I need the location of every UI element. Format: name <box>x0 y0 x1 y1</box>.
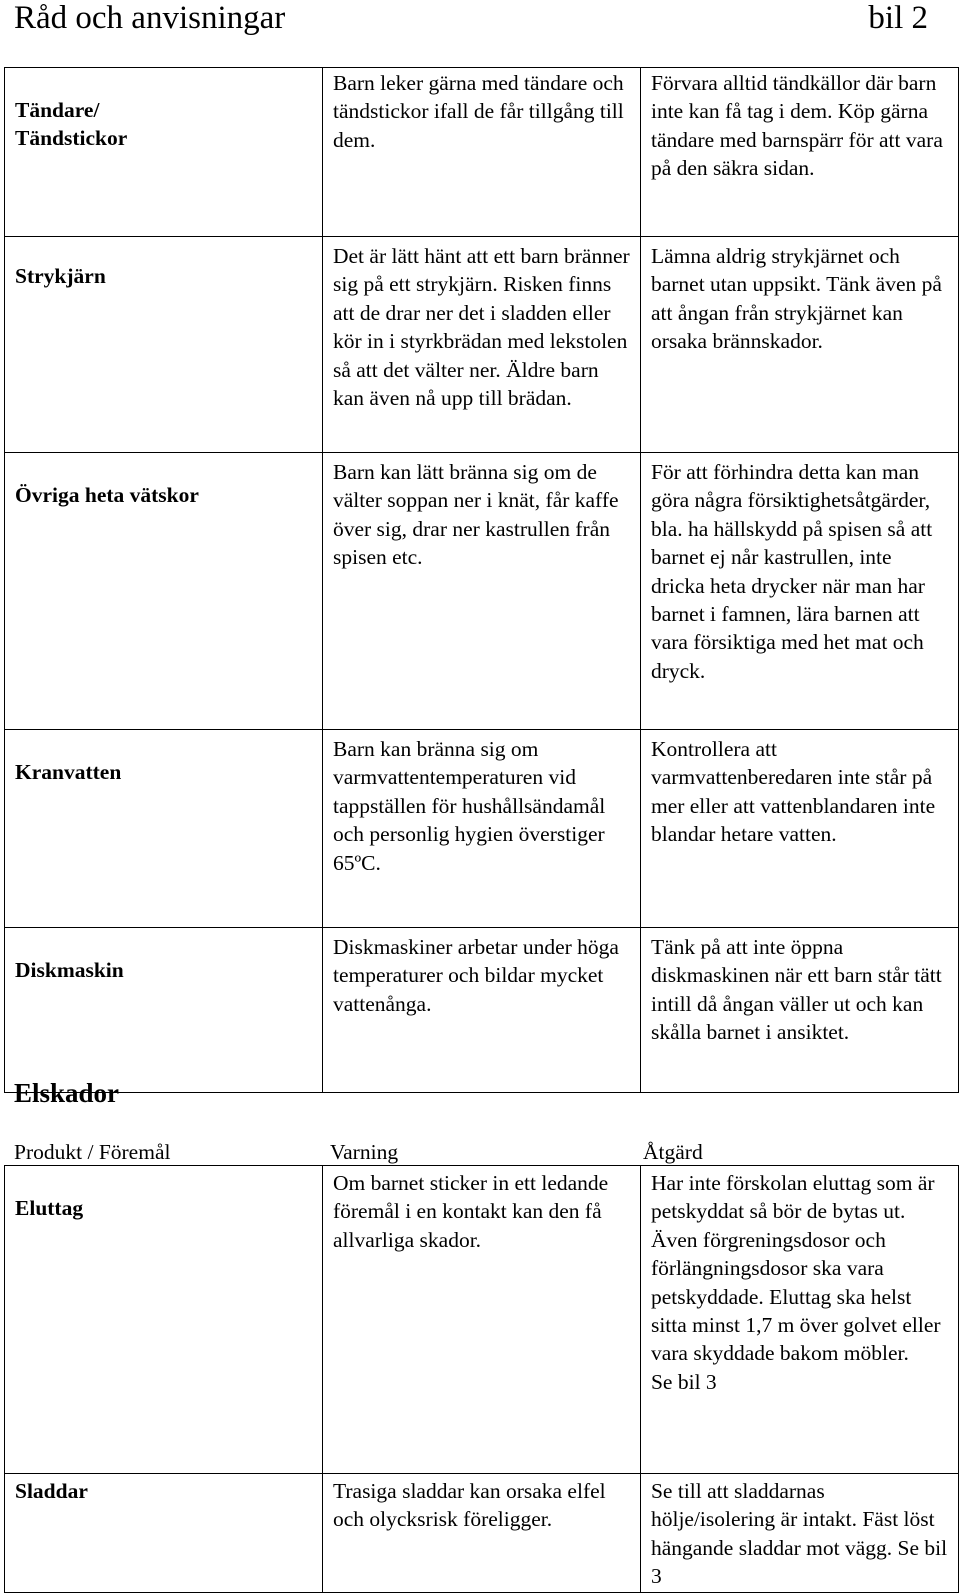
row-label: Tändare/ Tändstickor <box>5 68 323 237</box>
table-row <box>5 237 959 453</box>
row-action-reference: Se bil 3 <box>650 1369 717 1394</box>
table-row <box>5 1474 959 1593</box>
table-row <box>5 68 959 237</box>
annex-label: bil 2 <box>868 0 928 36</box>
page-title: Råd och anvisningar <box>14 0 286 36</box>
section-title: Elskador <box>14 1078 120 1108</box>
row-warning: Barn kan bränna sig om varmvattentemperaturen vid tappställen för hushållsändamål och personlig hygien överstiger 65ºC. <box>322 730 640 928</box>
electrical-hazard-table <box>4 1165 959 1593</box>
row-label: Övriga heta vätskor <box>5 453 323 730</box>
row-action: För att förhindra detta kan man göra några försiktighetsåtgärder, bla. ha hällskydd på spisen så att barnet ej når kastrullen, inte dricka heta drycker när man har barnet i famnen, lära barnen att vara försiktiga med het mat och dryck. <box>640 453 958 730</box>
row-warning: Barn leker gärna med tändare och tändstickor ifall de får tillgång till dem. <box>322 68 640 237</box>
row-label: Diskmaskin <box>5 928 323 1093</box>
row-action: Kontrollera att varmvattenberedaren inte står på mer eller att vattenblandaren inte blandar hetare vatten. <box>640 730 958 928</box>
row-action-text: Har inte förskolan eluttag som är petskyddat så bör de bytas ut. Även förgreningsdosor och förlängningsdosor ska vara petskyddade. Eluttag ska helst sitta minst 1,7 m över golvet eller vara skyddade bakom möbler. <box>650 1171 941 1366</box>
heat-hazard-table <box>4 67 959 1093</box>
column-header-product: Produkt / Föremål <box>14 1140 171 1164</box>
row-warning: Det är lätt hänt att ett barn bränner sig på ett strykjärn. Risken finns att de drar ner det i sladden eller kör in i styrkbrädan med lekstolen så att det välter ner. Äldre barn kan även nå upp till brädan. <box>322 237 640 453</box>
row-warning: Diskmaskiner arbetar under höga temperaturer och bildar mycket vattenånga. <box>322 928 640 1093</box>
row-label: Kranvatten <box>5 730 323 928</box>
row-label: Sladdar <box>5 1474 323 1593</box>
table-row <box>5 928 959 1093</box>
table-row <box>5 1166 959 1474</box>
row-action <box>640 1166 958 1474</box>
column-header-warning: Varning <box>330 1140 399 1164</box>
row-label: Eluttag <box>5 1166 323 1474</box>
row-action: Se till att sladdarnas hölje/isolering är intakt. Fäst löst hängande sladdar mot vägg. Se bil 3 <box>640 1474 958 1593</box>
row-action: Förvara alltid tändkällor där barn inte kan få tag i dem. Köp gärna tändare med barnspärr för att vara på den säkra sidan. <box>640 68 958 237</box>
row-action: Lämna aldrig strykjärnet och barnet utan uppsikt. Tänk även på att ångan från strykjärnet kan orsaka brännskador. <box>640 237 958 453</box>
row-label: Strykjärn <box>5 237 323 453</box>
table-row <box>5 730 959 928</box>
column-header-action: Åtgärd <box>643 1140 703 1164</box>
row-warning: Trasiga sladdar kan orsaka elfel och olycksrisk föreligger. <box>322 1474 640 1593</box>
row-warning: Om barnet sticker in ett ledande föremål i en kontakt kan den få allvarliga skador. <box>322 1166 640 1474</box>
row-warning: Barn kan lätt bränna sig om de välter soppan ner i knät, får kaffe över sig, drar ner kastrullen från spisen etc. <box>322 453 640 730</box>
row-action: Tänk på att inte öppna diskmaskinen när ett barn står tätt intill då ångan väller ut och kan skålla barnet i ansiktet. <box>640 928 958 1093</box>
table-row <box>5 453 959 730</box>
